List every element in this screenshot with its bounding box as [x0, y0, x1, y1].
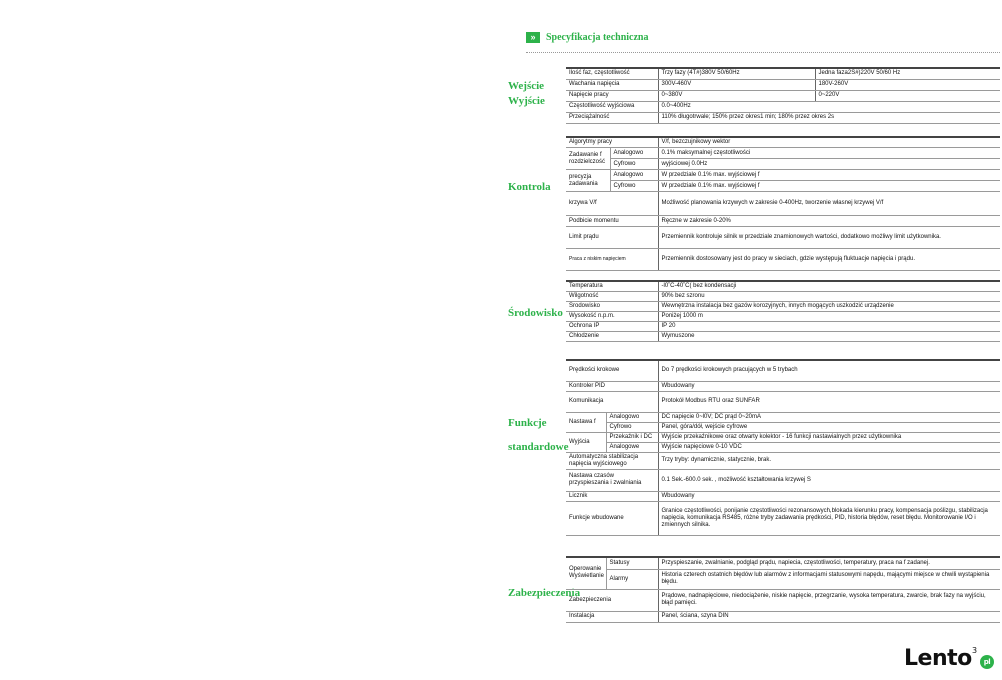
row-label: Ilość faz, częstotliwość: [566, 68, 658, 79]
row-value: W przedziale 0.1% max. wyjściowej f: [658, 170, 1000, 181]
row-sublabel: Cyfrowo: [606, 422, 658, 432]
row-value: Wbudowany: [658, 491, 1000, 501]
table-row: [566, 170, 1000, 181]
table-row: [566, 589, 1000, 611]
spec-table-environment: [566, 280, 1000, 342]
table-row: [566, 501, 1000, 535]
row-value-alt: Jedna faza2S#)220V 50/60 Hz: [815, 68, 1000, 79]
row-label: Funkcje wbudowane: [566, 501, 658, 535]
row-value: 110% długotrwale; 150% przez okres1 min; 180% przez okres 2s: [658, 112, 1000, 123]
row-sublabel: Cyfrowo: [610, 159, 658, 170]
table-row: [566, 322, 1000, 332]
row-value-alt: 0~220V: [815, 90, 1000, 101]
spec-table-standard-functions: [566, 359, 1000, 536]
row-value: IP 20: [658, 322, 1000, 332]
page-title: Specyfikacja techniczna: [546, 32, 649, 43]
row-label: Wachania napięcia: [566, 79, 658, 90]
table-row: [566, 249, 1000, 271]
section-label-standardowe: standardowe: [508, 441, 569, 453]
table-row: [566, 432, 1000, 442]
table-row: [566, 148, 1000, 159]
table-row: [566, 360, 1000, 381]
section-header: [526, 32, 649, 43]
row-value: Wyjście przekaźnikowe oraz otwarty kolektor - 16 funkcji nastawialnych przez użytkownika: [658, 432, 1000, 442]
spec-table-input-output: [566, 67, 1000, 124]
spec-table-control: [566, 136, 1000, 271]
row-value: Możliwość planowania krzywych w zakresie 0-400Hz, tworzenie własnej krzywej V/f: [658, 192, 1000, 216]
row-label: Automatyczna stabilizacja napięcia wyjściowego: [566, 452, 658, 469]
row-value: 0~380V: [658, 90, 815, 101]
row-label: Wysokość n.p.m.: [566, 312, 658, 322]
table-row: [566, 68, 1000, 79]
row-label: Licznik: [566, 491, 658, 501]
table-row: [566, 422, 1000, 432]
row-label: Nastawa czasów przyspieszania i zwalniania: [566, 469, 658, 491]
row-label: Przeciążalność: [566, 112, 658, 123]
row-label: Zabezpieczenia: [566, 589, 658, 611]
table-row: [566, 137, 1000, 148]
row-sublabel: Statusy: [606, 557, 658, 569]
row-label: Podbicie momentu: [566, 216, 658, 227]
row-value-alt: 180V-260V: [815, 79, 1000, 90]
row-label: precyzja zadawania: [566, 170, 610, 192]
row-label: Algorytmy pracy: [566, 137, 658, 148]
row-sublabel: Analogowo: [606, 412, 658, 422]
row-sublabel: Przekaźnik i DC: [606, 432, 658, 442]
row-value: Wbudowany: [658, 381, 1000, 391]
section-label-kontrola: Kontrola: [508, 181, 551, 193]
row-label: Wilgotność: [566, 292, 658, 302]
table-row: [566, 381, 1000, 391]
row-label: Kontroler PID: [566, 381, 658, 391]
row-label: Chłodzenie: [566, 332, 658, 342]
table-row: [566, 101, 1000, 112]
row-label: Temperatura: [566, 281, 658, 292]
table-row: [566, 302, 1000, 312]
row-label: Wyjścia: [566, 432, 606, 452]
row-value: -l0˚C-40˚C( bez kondensacji: [658, 281, 1000, 292]
table-row: [566, 227, 1000, 249]
table-row: [566, 312, 1000, 322]
table-row: [566, 192, 1000, 216]
row-value: Wymuszone: [658, 332, 1000, 342]
double-chevron-icon: »: [526, 32, 540, 43]
row-sublabel: Analogowo: [610, 170, 658, 181]
section-label-wyjscie: Wyjście: [508, 95, 545, 107]
row-value: Trzy tryby: dynamicznie, statycznie, brak.: [658, 452, 1000, 469]
lento-logo: [904, 646, 991, 671]
row-label: Instalacja: [566, 611, 658, 622]
row-value: Przyspieszanie, zwalnianie, podgląd prądu, napiecia, częstotliwości, temperatury, praca na f zadanej.: [658, 557, 1000, 569]
row-value: Historia czterech ostatnich błędów lub alarmów z informacjami statusowymi napędu, mającymi miejsce w chwili wystąpienia błędu.: [658, 569, 1000, 589]
section-label-srodowisko: Środowisko: [508, 307, 563, 319]
row-label: Nastawa f: [566, 412, 606, 432]
row-value: Trzy fazy (4T#)380V 50/60Hz: [658, 68, 815, 79]
row-value: Poniżej 1000 m: [658, 312, 1000, 322]
row-label: Operowanie Wyświetlanie: [566, 557, 606, 589]
row-value: Do 7 prędkości krokowych pracujących w 5 trybach: [658, 360, 1000, 381]
row-label: Środowisko: [566, 302, 658, 312]
table-row: [566, 469, 1000, 491]
table-row: [566, 216, 1000, 227]
row-label: Prędkości krokowe: [566, 360, 658, 381]
table-row: [566, 452, 1000, 469]
row-value: W przedziale 0.1% max. wyjściowej f: [658, 181, 1000, 192]
table-row: [566, 90, 1000, 101]
row-label: Limit prądu: [566, 227, 658, 249]
row-value: Prądowe, nadnapięciowe, niedociążenie, niskie napięcie, przegrzanie, wysoka temperatura, zwarcie, brak fazy na wyjściu, błąd pamięci.: [658, 589, 1000, 611]
row-value: 0.0~400Hz: [658, 101, 1000, 112]
spec-table-protection: [566, 556, 1000, 623]
table-row: [566, 491, 1000, 501]
row-value: 0.1 Sek.-600.0 sek. , możliwość kształtowania krzywej S: [658, 469, 1000, 491]
row-sublabel: Cyfrowo: [610, 181, 658, 192]
row-value: 0.1% maksymalnej częstotliwości: [658, 148, 1000, 159]
table-row: [566, 611, 1000, 622]
row-label: Praca z niskim napięciem: [566, 249, 658, 271]
row-sublabel: Alarmy: [606, 569, 658, 589]
logo-badge: pl: [980, 655, 994, 669]
section-label-zabezpieczenia: Zabezpieczenia: [508, 587, 581, 599]
row-sublabel: Analogowe: [606, 442, 658, 452]
row-sublabel: Analogowo: [610, 148, 658, 159]
table-row: [566, 412, 1000, 422]
row-value: V/f, bezczujnikowy wektor: [658, 137, 1000, 148]
section-label-wejscie: Wejście: [508, 80, 545, 92]
logo-text: Lento: [904, 646, 972, 671]
row-label: Napięcie pracy: [566, 90, 658, 101]
table-row: [566, 391, 1000, 412]
table-row: [566, 292, 1000, 302]
row-value: Przemiennik dostosowany jest do pracy w sieciach, gdzie występują fluktuacje napięcia i prądu.: [658, 249, 1000, 271]
table-row: [566, 442, 1000, 452]
table-row: [566, 79, 1000, 90]
row-label: Komunikacja: [566, 391, 658, 412]
row-label: Ochrona IP: [566, 322, 658, 332]
table-row: [566, 112, 1000, 123]
row-value: Przemiennik kontroluje silnik w przedziale znamionowych wartości, dodatkowo możliwy limit użytkownika.: [658, 227, 1000, 249]
row-value: 90% bez szronu: [658, 292, 1000, 302]
row-value: Granice częstotliwości, ponijanie częstotliwości rezonansowych,blokada kierunku pracy, kompensacja poślizgu, stabilizacja napięcia, komunikacja RS485, różne tryby zadawania prędkości, PID, historia błędów, reset błędu. Monitorowanie I/O i zmiennych silnika.: [658, 501, 1000, 535]
section-label-funkcje: Funkcje: [508, 417, 547, 429]
row-value: Panel, góra/dół, wejście cyfrowe: [658, 422, 1000, 432]
table-row: [566, 569, 1000, 589]
row-label: Częstotliwość wyjściowa: [566, 101, 658, 112]
table-row: [566, 332, 1000, 342]
table-row: [566, 557, 1000, 569]
table-row: [566, 159, 1000, 170]
row-value: Wyjście napięciowe 0-10 VDC: [658, 442, 1000, 452]
dotted-divider: [526, 52, 1000, 53]
row-label: krzywa V/f: [566, 192, 658, 216]
row-value: Wewnętrzna instalacja bez gazów korozyjnych, innych mogących uszkodzić urządzenie: [658, 302, 1000, 312]
row-value: Ręczne w zakresie 0-20%: [658, 216, 1000, 227]
row-value: 300V-460V: [658, 79, 815, 90]
table-row: [566, 181, 1000, 192]
row-value: DC napięcie 0~l0V; DC prąd 0~20mA: [658, 412, 1000, 422]
table-row: [566, 281, 1000, 292]
row-value: Panel, ściana, szyna DIN: [658, 611, 1000, 622]
row-label: Zadawanie f rozdzielczość: [566, 148, 610, 170]
logo-superscript: 3: [972, 646, 977, 655]
row-value: Protokół Modbus RTU oraz SUNFAR: [658, 391, 1000, 412]
row-value: wyjściowej 0.0Hz: [658, 159, 1000, 170]
